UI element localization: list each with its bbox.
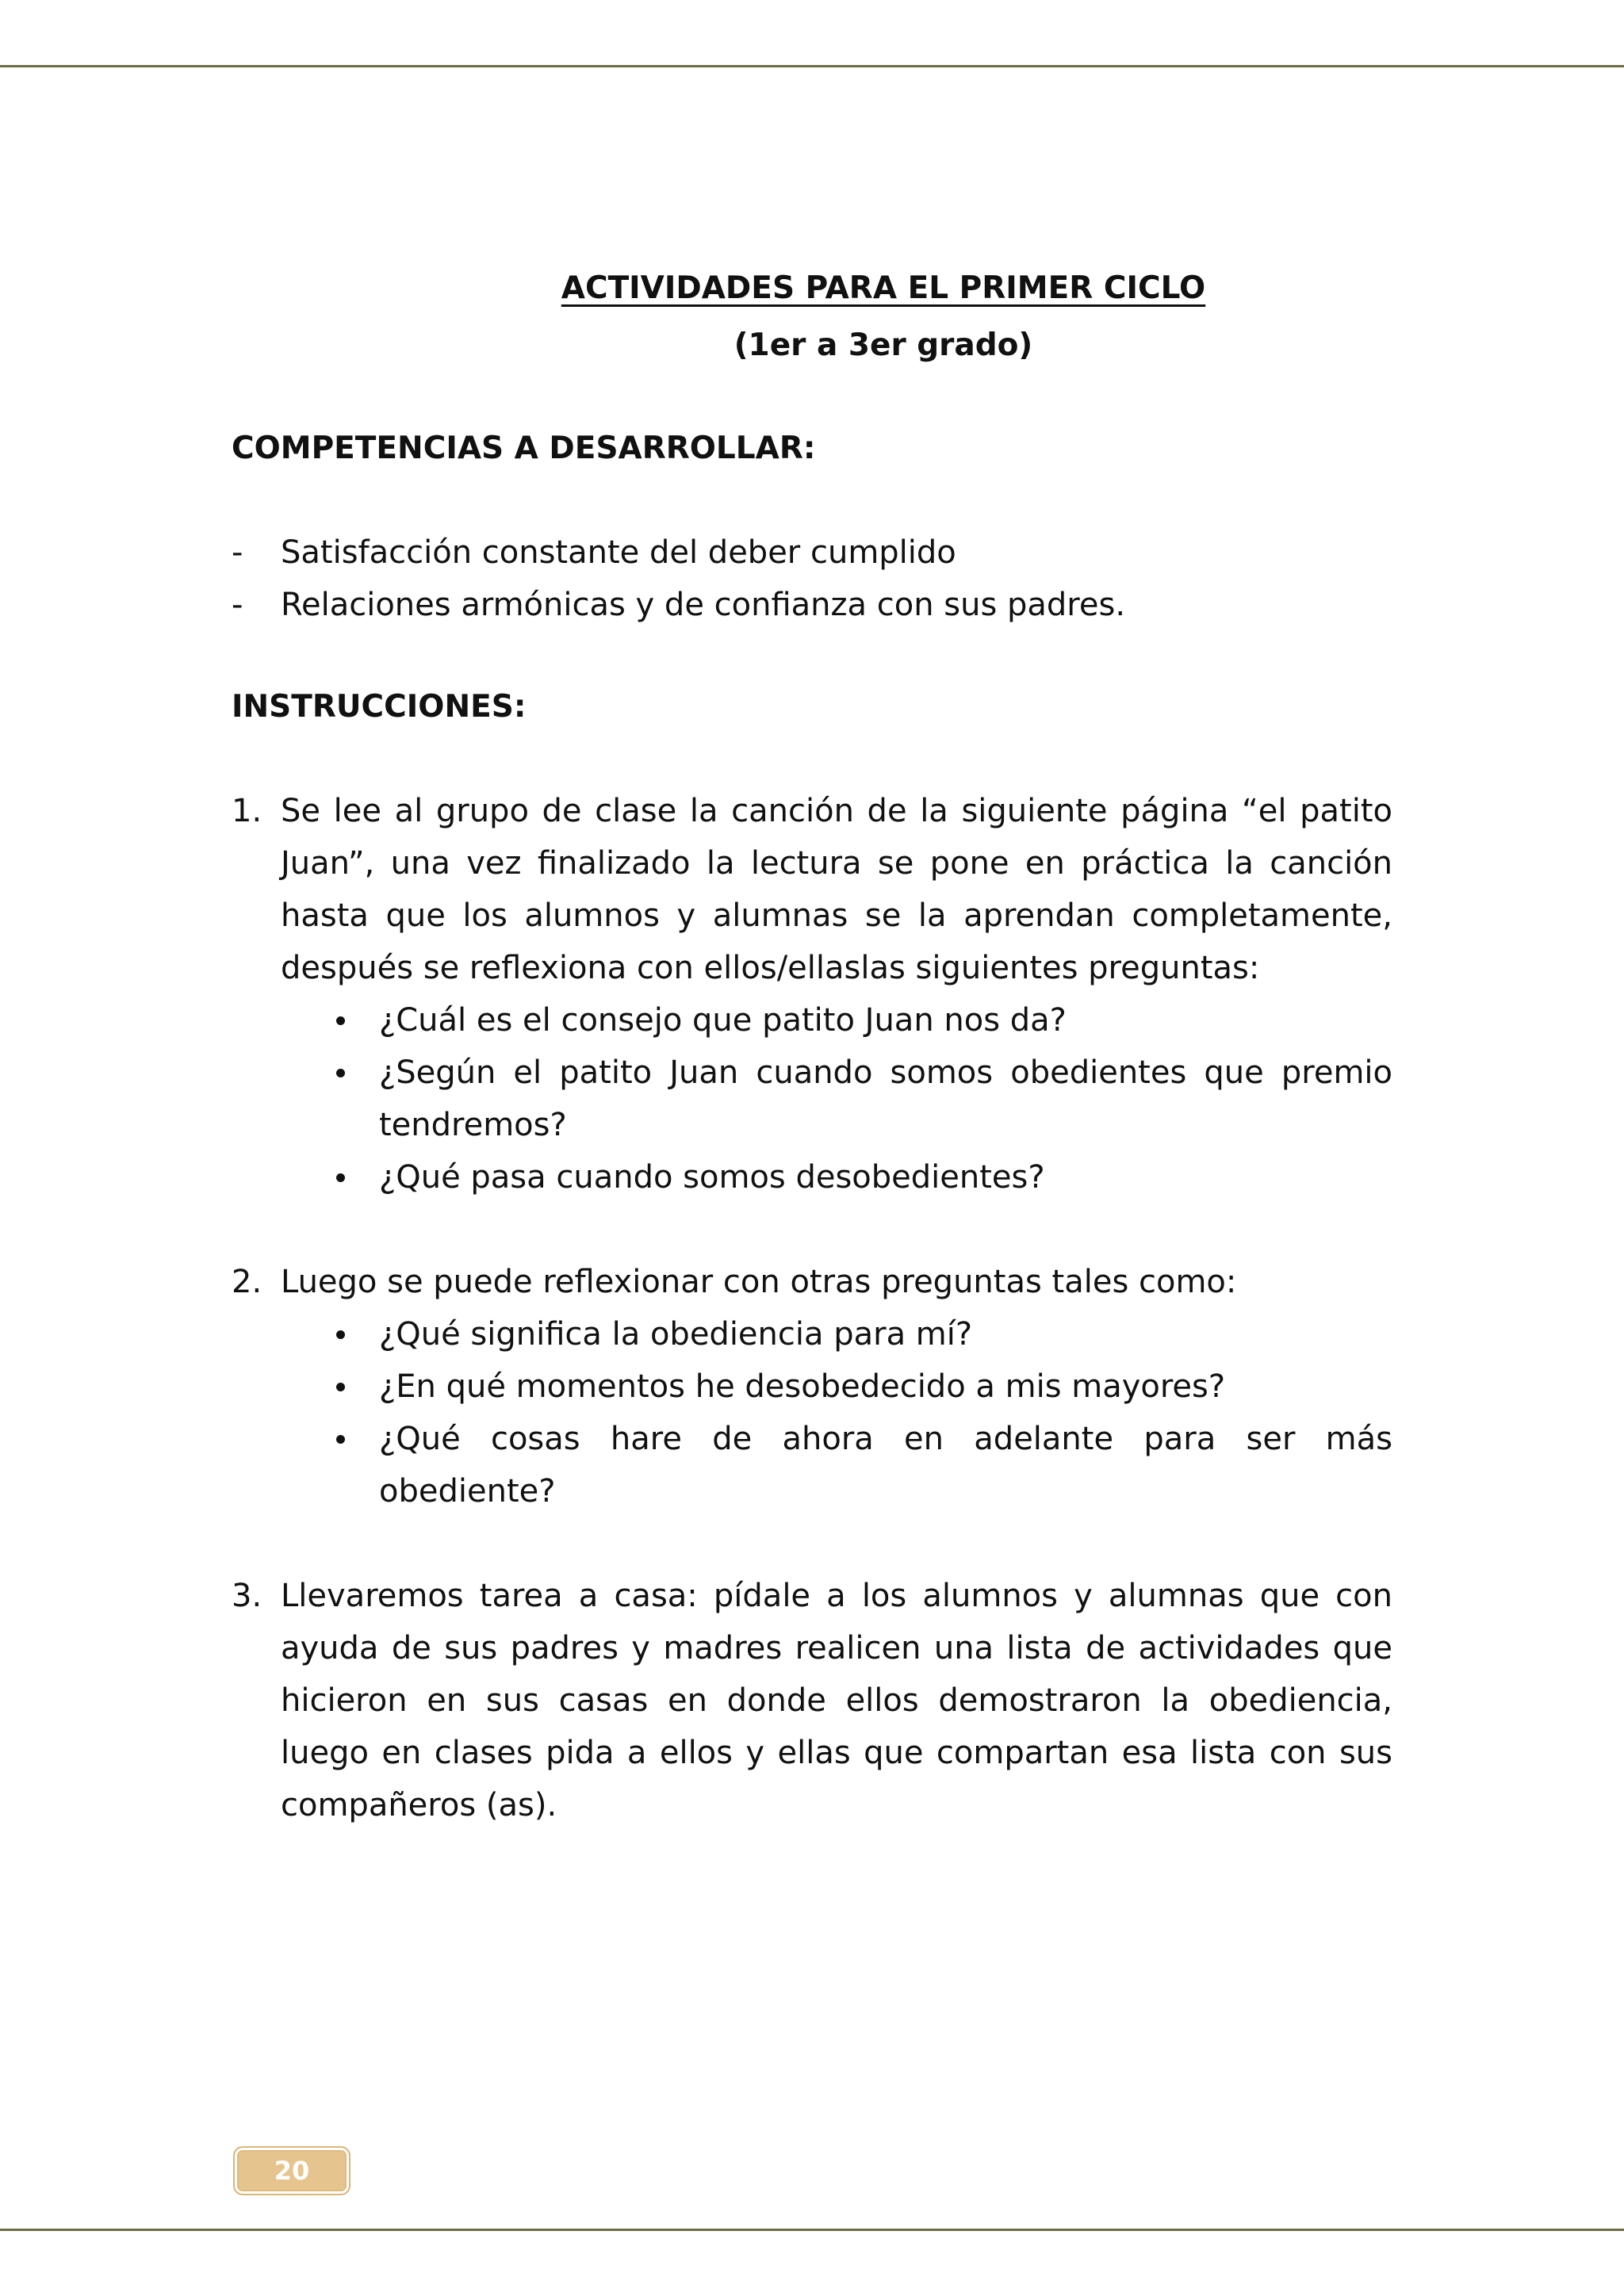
question-text: ¿Cuál es el consejo que patito Juan nos da?: [379, 1002, 1067, 1039]
instruction-number: 3.: [232, 1578, 262, 1614]
question-item: [281, 1151, 1392, 1203]
instrucciones-heading: INSTRUCCIONES:: [232, 689, 527, 725]
instruction-text: Luego se puede reflexionar con otras preguntas tales como:: [281, 1264, 1237, 1300]
dash-marker: -: [232, 534, 243, 571]
bullet-icon: [336, 1173, 345, 1182]
question-list: [281, 1308, 1392, 1517]
question-list: [281, 994, 1392, 1203]
competencias-list: [232, 526, 1392, 631]
question-item: [281, 1413, 1392, 1517]
bullet-icon: [336, 1330, 345, 1339]
competencia-text: Satisfacción constante del deber cumplido: [281, 534, 956, 571]
question-item: [281, 1360, 1392, 1413]
competencias-heading: COMPETENCIAS A DESARROLLAR:: [232, 430, 816, 466]
question-text: ¿Qué pasa cuando somos desobedientes?: [379, 1159, 1045, 1196]
instruction-number: 2.: [232, 1264, 262, 1300]
page-subtitle: (1er a 3er grado): [733, 327, 1033, 363]
question-text: ¿Qué significa la obediencia para mí?: [379, 1316, 973, 1353]
competencia-text: Relaciones armónicas y de confianza con sus padres.: [281, 587, 1126, 623]
instruction-number: 1.: [232, 793, 262, 829]
question-text: ¿Qué cosas hare de ahora en adelante para ser más obediente?: [379, 1421, 1392, 1510]
question-item: [281, 1308, 1392, 1360]
instruction-item: [232, 1256, 1392, 1517]
dash-marker: -: [232, 587, 243, 623]
instruction-text: Se lee al grupo de clase la canción de la siguiente página “el patito Juan”, una vez finalizado la lectura se pone en práctica la canción hasta que los alumnos y alumnas se la aprendan completamente, después se reflexiona con ellos/ellaslas siguientes preguntas:: [281, 793, 1392, 986]
question-text: ¿Según el patito Juan cuando somos obedientes que premio tendremos?: [379, 1054, 1392, 1143]
instrucciones-list: [232, 785, 1392, 1831]
instruction-item: [232, 785, 1392, 1203]
question-item: [281, 994, 1392, 1047]
question-item: [281, 1047, 1392, 1151]
bottom-rule: [0, 2229, 1624, 2231]
instruction-text: Llevaremos tarea a casa: pídale a los alumnos y alumnas que con ayuda de sus padres y madres realicen una lista de actividades que hicieron en sus casas en donde ellos demostraron la obediencia, luego en clases pida a ellos y ellas que compartan esa lista con sus compañeros (as).: [281, 1578, 1392, 1823]
list-item: [232, 526, 1392, 579]
page-content: [232, 262, 1392, 1884]
page-number-badge: 20: [233, 2146, 350, 2195]
bullet-icon: [336, 1435, 345, 1444]
page-title: ACTIVIDADES PARA EL PRIMER CICLO: [561, 270, 1206, 306]
list-item: [232, 579, 1392, 631]
instruction-item: [232, 1570, 1392, 1831]
bullet-icon: [336, 1016, 345, 1025]
top-rule: [0, 65, 1624, 67]
bullet-icon: [336, 1383, 345, 1391]
question-text: ¿En qué momentos he desobedecido a mis mayores?: [379, 1368, 1226, 1405]
bullet-icon: [336, 1069, 345, 1077]
